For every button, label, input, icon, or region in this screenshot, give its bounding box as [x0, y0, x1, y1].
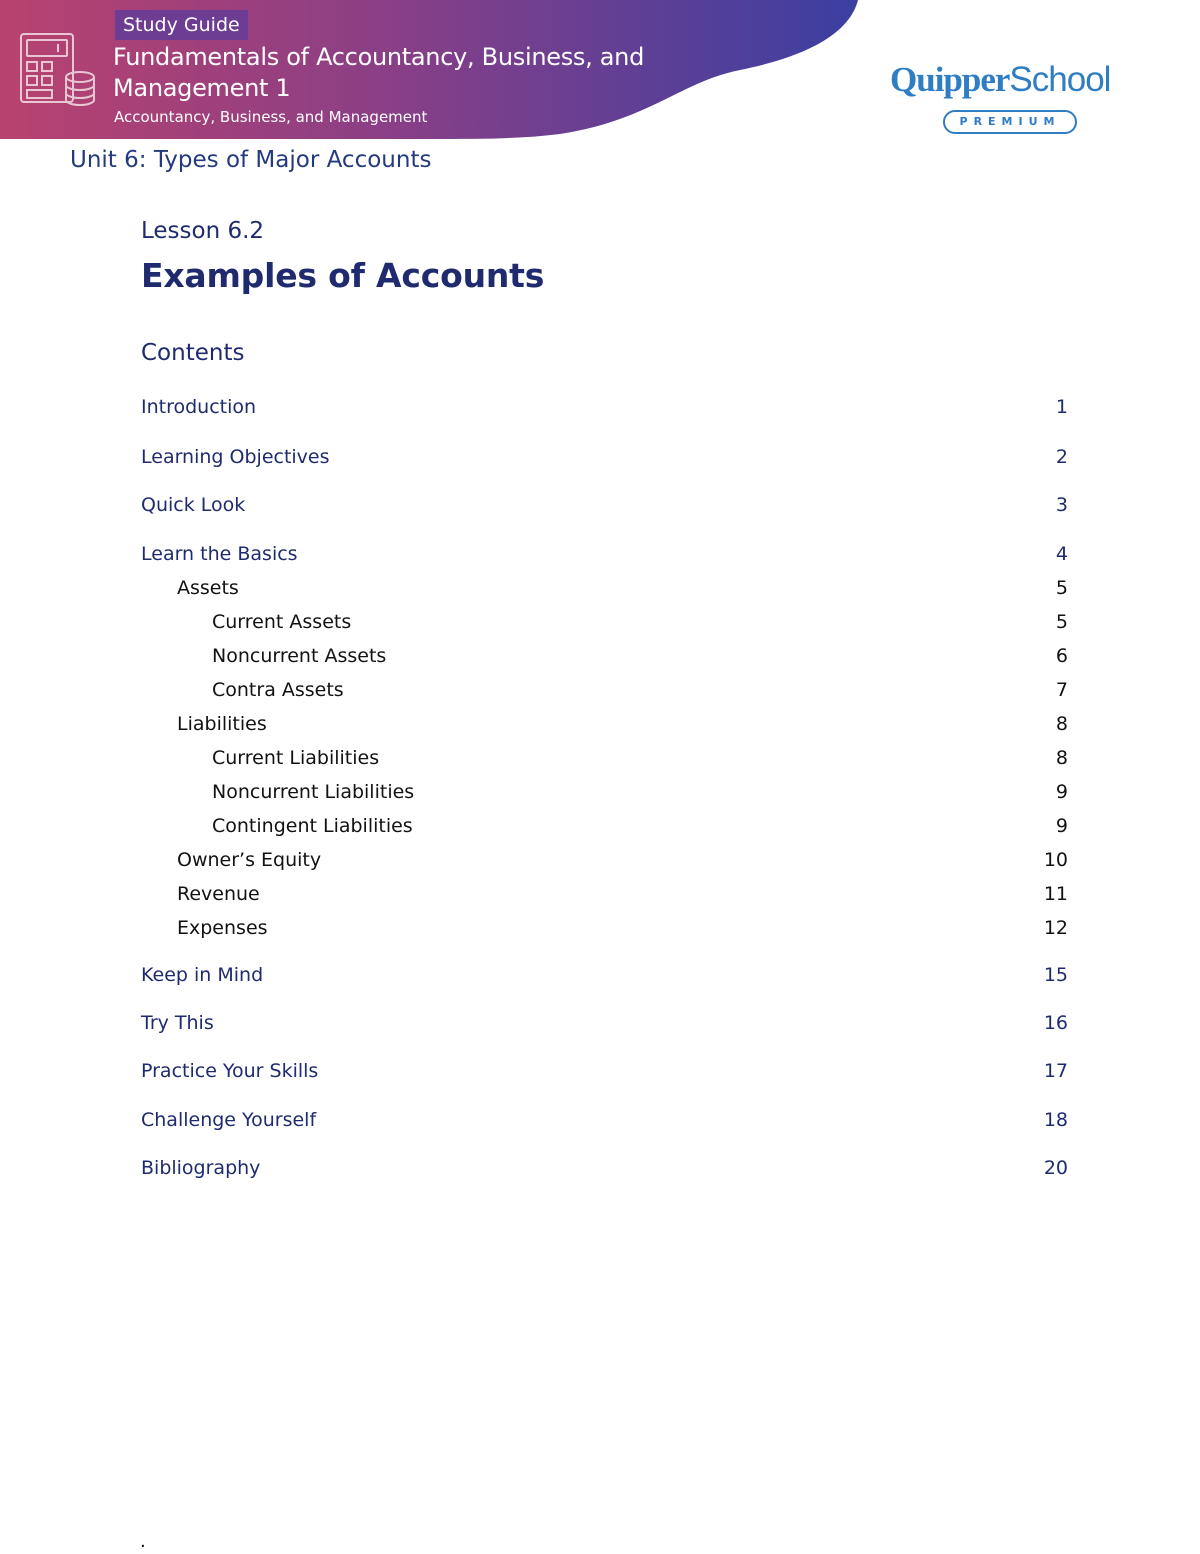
toc-entry-noncurrent-assets[interactable]: [0, 641, 1068, 671]
toc-label: Contra Assets: [212, 679, 344, 701]
toc-label: Liabilities: [177, 713, 267, 735]
toc-page-number: 3: [1055, 494, 1068, 516]
logo-premium-badge: PREMIUM: [943, 110, 1077, 134]
toc-label: Keep in Mind: [141, 964, 264, 986]
toc-page-number: 15: [1043, 964, 1068, 986]
toc-label: Introduction: [141, 396, 257, 418]
toc-entry-try-this[interactable]: [0, 1008, 1068, 1038]
toc-label: Try This: [141, 1012, 214, 1034]
toc-entry-introduction[interactable]: [0, 392, 1068, 422]
toc-page-number: 7: [1055, 679, 1068, 701]
toc-entry-noncurrent-liabilities[interactable]: [0, 777, 1068, 807]
toc-page-number: 17: [1043, 1060, 1068, 1082]
toc-label: Current Assets: [212, 611, 352, 633]
course-title: Fundamentals of Accountancy, Business, and Management 1: [113, 43, 645, 102]
toc-entry-practice-your-skills[interactable]: [0, 1056, 1068, 1086]
toc-label: Contingent Liabilities: [212, 815, 413, 837]
toc-page-number: 18: [1043, 1109, 1068, 1131]
toc-page-number: 8: [1055, 713, 1068, 735]
contents-heading: Contents: [141, 340, 245, 366]
toc-entry-contra-assets[interactable]: [0, 675, 1068, 705]
toc-label: Assets: [177, 577, 239, 599]
unit-title: Unit 6: Types of Major Accounts: [70, 147, 432, 173]
toc-page-number: 16: [1043, 1012, 1068, 1034]
toc-label: Quick Look: [141, 494, 246, 516]
toc-page-number: 4: [1055, 543, 1068, 565]
toc-label: Revenue: [177, 883, 260, 905]
toc-page-number: 1: [1055, 396, 1068, 418]
toc-page-number: 8: [1055, 747, 1068, 769]
toc-label: Practice Your Skills: [141, 1060, 319, 1082]
toc-page-number: 11: [1043, 883, 1068, 905]
toc-entry-assets[interactable]: [0, 573, 1068, 603]
toc-page-number: 9: [1055, 781, 1068, 803]
toc-entry-expenses[interactable]: [0, 913, 1068, 943]
toc-entry-owners-equity[interactable]: [0, 845, 1068, 875]
toc-label: Learning Objectives: [141, 446, 330, 468]
toc-label: Owner’s Equity: [177, 849, 322, 871]
toc-entry-challenge-yourself[interactable]: [0, 1105, 1068, 1135]
toc-entry-liabilities[interactable]: [0, 709, 1068, 739]
toc-label: Current Liabilities: [212, 747, 380, 769]
course-subtitle: Accountancy, Business, and Management: [114, 108, 428, 126]
lesson-title: Examples of Accounts: [141, 256, 545, 295]
toc-entry-current-liabilities[interactable]: [0, 743, 1068, 773]
toc-entry-bibliography[interactable]: [0, 1153, 1068, 1183]
logo-school-text: School: [1009, 60, 1111, 99]
study-guide-badge: Study Guide: [115, 10, 248, 40]
toc-entry-quick-look[interactable]: [0, 490, 1068, 520]
toc-page-number: 20: [1043, 1157, 1068, 1179]
toc-page-number: 5: [1055, 611, 1068, 633]
toc-label: Bibliography: [141, 1157, 261, 1179]
toc-entry-learning-objectives[interactable]: [0, 442, 1068, 472]
toc-entry-contingent-liabilities[interactable]: [0, 811, 1068, 841]
toc-page-number: 9: [1055, 815, 1068, 837]
toc-entry-learn-the-basics[interactable]: [0, 539, 1068, 569]
toc-page-number: 6: [1055, 645, 1068, 667]
toc-entry-keep-in-mind[interactable]: [0, 960, 1068, 990]
quipper-school-logo: [890, 58, 1130, 138]
toc-label: Noncurrent Liabilities: [212, 781, 415, 803]
toc-page-number: 10: [1043, 849, 1068, 871]
toc-entry-revenue[interactable]: [0, 879, 1068, 909]
lesson-number: Lesson 6.2: [141, 218, 265, 244]
footer-mark: .: [140, 1531, 146, 1552]
toc-label: Learn the Basics: [141, 543, 298, 565]
toc-label: Noncurrent Assets: [212, 645, 387, 667]
logo-quipper-text: Quipper: [890, 60, 1010, 99]
toc-page-number: 5: [1055, 577, 1068, 599]
toc-page-number: 12: [1043, 917, 1068, 939]
toc-label: Expenses: [177, 917, 268, 939]
toc-label: Challenge Yourself: [141, 1109, 317, 1131]
toc-page-number: 2: [1055, 446, 1068, 468]
toc-entry-current-assets[interactable]: [0, 607, 1068, 637]
calculator-coins-icon: [18, 32, 98, 108]
